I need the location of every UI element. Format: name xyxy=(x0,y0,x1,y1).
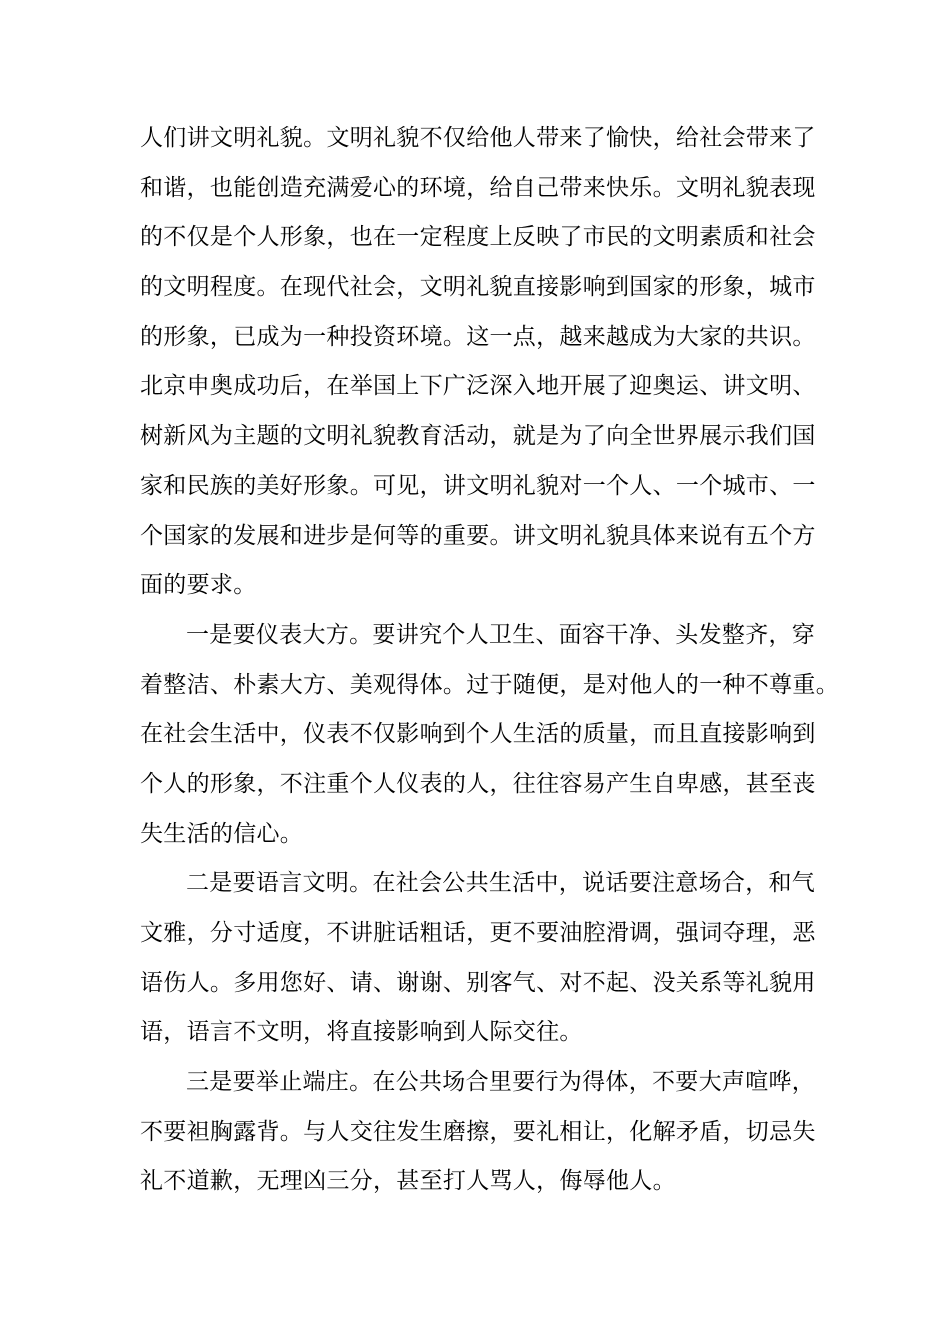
text-line: 二是要语言文明。在社会公共生活中，说话要注意场合，和气 xyxy=(186,870,816,897)
text-line: 的形象，已成为一种投资环境。这一点，越来越成为大家的共识。 xyxy=(140,323,816,350)
text-line: 北京申奥成功后，在举国上下广泛深入地开展了迎奥运、讲文明、 xyxy=(140,373,816,400)
text-line: 的文明程度。在现代社会，文明礼貌直接影响到国家的形象，城市 xyxy=(140,274,816,301)
text-line: 的不仅是个人形象，也在一定程度上反映了市民的文明素质和社会 xyxy=(140,224,816,251)
text-line: 三是要举止端庄。在公共场合里要行为得体，不要大声喧哗， xyxy=(186,1069,816,1096)
text-line: 失生活的信心。 xyxy=(140,820,304,847)
document-body xyxy=(140,114,840,1207)
text-line: 一是要仪表大方。要讲究个人卫生、面容干净、头发整齐，穿 xyxy=(186,621,816,648)
text-line: 和谐，也能创造充满爱心的环境，给自己带来快乐。文明礼貌表现 xyxy=(140,174,816,201)
paragraph xyxy=(140,611,840,859)
text-line: 着整洁、朴素大方、美观得体。过于随便，是对他人的一种不尊重。 xyxy=(140,671,839,698)
text-line: 语，语言不文明，将直接影响到人际交往。 xyxy=(140,1019,583,1046)
text-line: 个国家的发展和进步是何等的重要。讲文明礼貌具体来说有五个方 xyxy=(140,522,816,549)
text-line: 人们讲文明礼貌。文明礼貌不仅给他人带来了愉快，给社会带来了 xyxy=(140,125,816,151)
paragraph xyxy=(140,114,840,611)
paragraph xyxy=(140,859,840,1058)
text-line: 礼不道歉，无理凶三分，甚至打人骂人，侮辱他人。 xyxy=(140,1168,676,1195)
text-line: 不要袒胸露背。与人交往发生磨擦，要礼相让，化解矛盾，切忌失 xyxy=(140,1118,816,1145)
text-line: 树新风为主题的文明礼貌教育活动，就是为了向全世界展示我们国 xyxy=(140,423,816,450)
text-line: 在社会生活中，仪表不仅影响到个人生活的质量，而且直接影响到 xyxy=(140,721,816,748)
text-line: 语伤人。多用您好、请、谢谢、别客气、对不起、没关系等礼貌用 xyxy=(140,969,816,996)
paragraph xyxy=(140,1058,840,1207)
text-line: 个人的形象，不注重个人仪表的人，往往容易产生自卑感，甚至丧 xyxy=(140,770,816,797)
text-line: 家和民族的美好形象。可见，讲文明礼貌对一个人、一个城市、一 xyxy=(140,472,816,499)
text-line: 面的要求。 xyxy=(140,572,257,599)
text-line: 文雅，分寸适度，不讲脏话粗话，更不要油腔滑调，强词夺理，恶 xyxy=(140,920,816,946)
